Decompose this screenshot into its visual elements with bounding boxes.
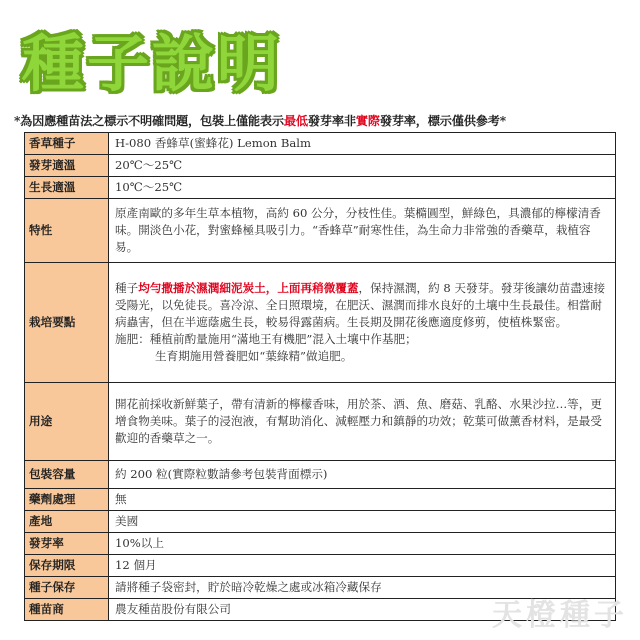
fertilizer-line-2: 生育期施用營養肥如“葉綠精”做追肥。 bbox=[155, 349, 353, 363]
value-storage: 請將種子袋密封，貯於暗冷乾燥之處或冰箱冷藏保存 bbox=[109, 577, 616, 599]
label-germ-rate: 發芽率 bbox=[25, 533, 109, 555]
notice-line bbox=[14, 112, 628, 129]
label-uses: 用途 bbox=[25, 383, 109, 461]
value-shelf-life: 12 個月 bbox=[109, 555, 616, 577]
cultivation-emphasis: 均勻撒播於濕潤細泥炭土，上面再稍微覆蓋 bbox=[138, 281, 359, 295]
row-variety bbox=[25, 133, 616, 155]
row-traits bbox=[25, 199, 616, 263]
row-germ-rate bbox=[25, 533, 616, 555]
value-variety: H-080 香蜂草(蜜蜂花) Lemon Balm bbox=[109, 133, 616, 155]
value-germ-rate: 10%以上 bbox=[109, 533, 616, 555]
value-traits: 原產南歐的多年生草本植物，高約 60 公分，分枝性佳。葉橢圓型，鮮綠色，具濃郁的檸檬清香味。開淡色小花，對蜜蜂極具吸引力。“香蜂草”耐寒性佳，為生命力非常強的香藥草，栽植容易。 bbox=[109, 199, 616, 263]
notice-suffix: 發芽率，標示僅供參考* bbox=[379, 114, 506, 128]
cultivation-post: ，保持濕潤，約 8 天發芽。發芽後讓幼苗盡速接受陽光，以免徒長。喜冷涼、全日照環境，在肥沃、濕潤而排水良好的土壤中生長最佳。相當耐病蟲害，但在半遮蔭處生長，較易得露菌病。生長期及開花後應適度修剪，使植株緊密。 bbox=[115, 281, 606, 329]
row-cultivation bbox=[25, 263, 616, 383]
value-grow-temp: 10℃～25℃ bbox=[109, 177, 616, 199]
label-supplier: 種苗商 bbox=[25, 599, 109, 621]
fertilizer-line-1: 施肥：種植前酌量施用“滿地王有機肥”混入土壤中作基肥； bbox=[115, 332, 417, 346]
label-grow-temp: 生長適溫 bbox=[25, 177, 109, 199]
label-storage: 種子保存 bbox=[25, 577, 109, 599]
label-quantity: 包裝容量 bbox=[25, 461, 109, 489]
value-supplier: 農友種苗股份有限公司 bbox=[109, 599, 616, 621]
notice-red-1: 最低 bbox=[283, 114, 308, 128]
row-germ-temp bbox=[25, 155, 616, 177]
watermark: 天橙種子 bbox=[492, 598, 628, 633]
label-cultivation: 栽培要點 bbox=[25, 263, 109, 383]
label-variety: 香草種子 bbox=[25, 133, 109, 155]
row-shelf-life bbox=[25, 555, 616, 577]
label-origin: 產地 bbox=[25, 511, 109, 533]
notice-red-2: 實際 bbox=[355, 114, 380, 128]
value-origin: 美國 bbox=[109, 511, 616, 533]
label-shelf-life: 保存期限 bbox=[25, 555, 109, 577]
notice-prefix: *為因應種苗法之標示不明確問題，包裝上僅能表示 bbox=[14, 114, 284, 128]
cultivation-text bbox=[115, 280, 609, 331]
value-treatment: 無 bbox=[109, 489, 616, 511]
row-grow-temp bbox=[25, 177, 616, 199]
spec-table bbox=[24, 132, 616, 621]
notice-middle: 發芽率非 bbox=[307, 114, 356, 128]
label-germ-temp: 發芽適溫 bbox=[25, 155, 109, 177]
row-quantity bbox=[25, 461, 616, 489]
title-banner bbox=[22, 22, 322, 106]
value-quantity: 約 200 粒(實際粒數請參考包裝背面標示) bbox=[109, 461, 616, 489]
value-germ-temp: 20℃～25℃ bbox=[109, 155, 616, 177]
label-treatment: 藥劑處理 bbox=[25, 489, 109, 511]
label-traits: 特性 bbox=[25, 199, 109, 263]
row-origin bbox=[25, 511, 616, 533]
page-title: 種子說明 bbox=[22, 27, 283, 100]
cultivation-pre: 種子 bbox=[115, 281, 139, 295]
row-uses bbox=[25, 383, 616, 461]
value-uses: 開花前採收新鮮葉子，帶有清新的檸檬香味，用於茶、酒、魚、磨菇、乳酪、水果沙拉…等，更增食物美味。葉子的浸泡液，有幫助消化、減輕壓力和鎮靜的功效；乾葉可做薰香材料，是最受歡迎的香藥草之一。 bbox=[109, 383, 616, 461]
value-cultivation bbox=[109, 263, 616, 383]
row-treatment bbox=[25, 489, 616, 511]
